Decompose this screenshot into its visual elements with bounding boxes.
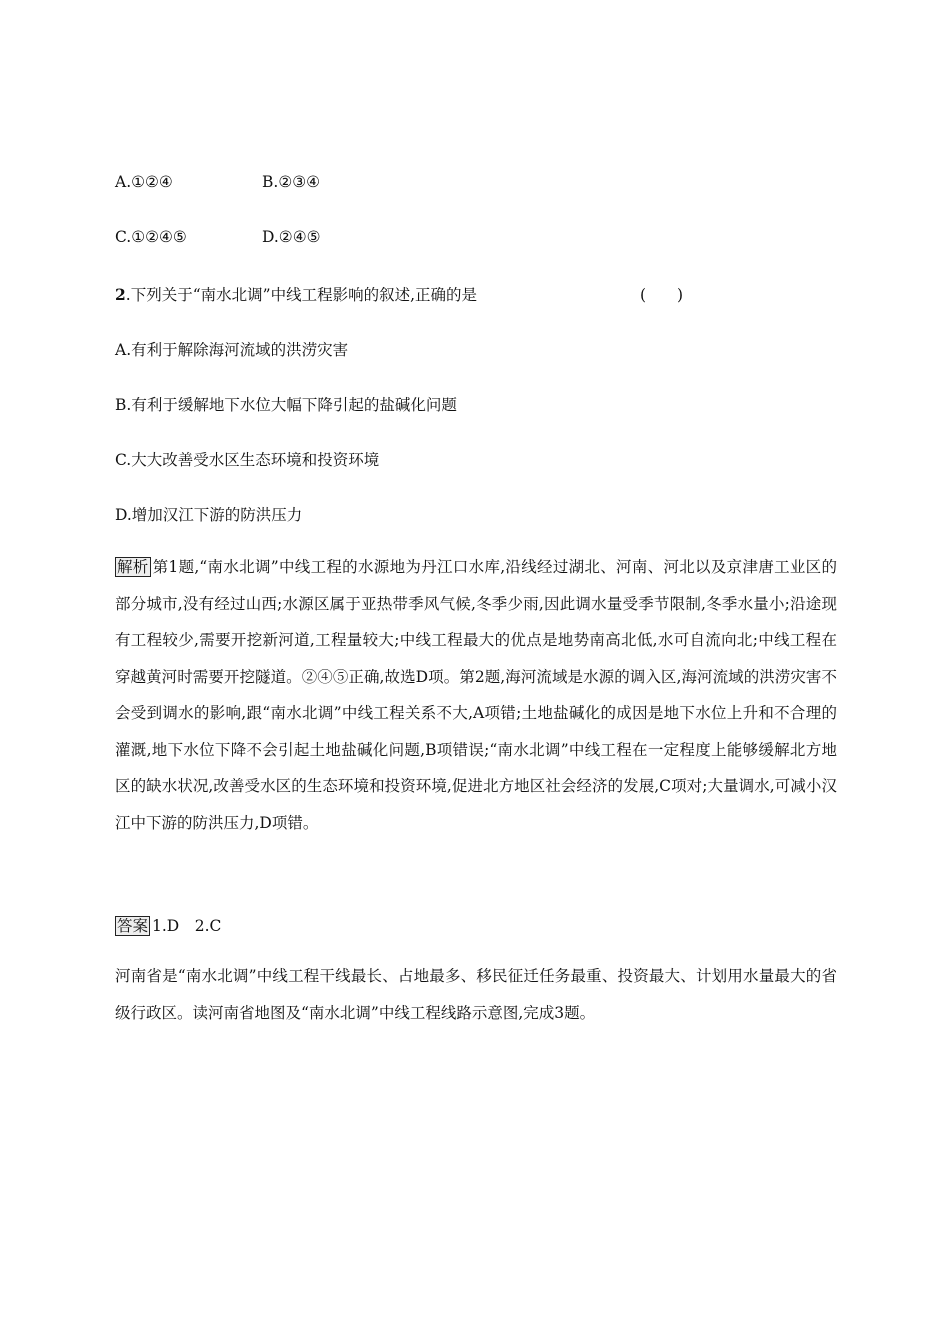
q1-option-b: B.②③④ [262, 173, 321, 191]
q1-option-c: C.①②④⑤ [115, 228, 187, 246]
q1-option-d: D.②④⑤ [262, 228, 321, 246]
answer-block [115, 914, 221, 936]
q2-option-b: B.有利于缓解地下水位大幅下降引起的盐碱化问题 [115, 396, 457, 414]
analysis-text: 第1题,“南水北调”中线工程的水源地为丹江口水库,沿线经过湖北、河南、河北以及京津唐工业区的部分城市,没有经过山西;水源区属于亚热带季风气候,冬季少雨,因此调水量受季节限制,冬季水量小;沿途现有工程较少,需要开挖新河道,工程量较大;中线工程最大的优点是地势南高北低,水可自流向北;中线工程在穿越黄河时需要开挖隧道。②④⑤正确,故选D项。第2题,海河流域是水源的调入区,海河流域的洪涝灾害不会受到调水的影响,跟“南水北调”中线工程关系不大,A项错;土地盐碱化的成因是地下水位上升和不合理的灌溉,地下水位下降不会引起土地盐碱化问题,B项错误;“南水北调”中线工程在一定程度上能够缓解北方地区的缺水状况,改善受水区的生态环境和投资环境,促进北方地区社会经济的发展,C项对;大量调水,可减小汉江中下游的防洪压力,D项错。 [115, 558, 837, 832]
q2-stem: .下列关于“南水北调”中线工程影响的叙述,正确的是 [125, 286, 478, 304]
q2-option-d: D.增加汉江下游的防洪压力 [115, 506, 303, 524]
q2-option-c: C.大大改善受水区生态环境和投资环境 [115, 451, 380, 469]
answer-label: 答案 [117, 917, 149, 935]
q2-answer-bracket: ( ) [640, 286, 684, 304]
analysis-block [115, 549, 837, 841]
q2-number: 2 [115, 285, 126, 304]
q2-question [115, 283, 477, 305]
q2-option-a: A.有利于解除海河流域的洪涝灾害 [115, 341, 349, 359]
analysis-label: 解析 [117, 558, 149, 576]
intro-paragraph: 河南省是“南水北调”中线工程干线最长、占地最多、移民征迁任务最重、投资最大、计划用水量最大的省级行政区。读河南省地图及“南水北调”中线工程线路示意图,完成3题。 [115, 967, 837, 1022]
answer-text: 1.D 2.C [152, 917, 222, 935]
q1-option-a: A.①②④ [115, 173, 173, 191]
